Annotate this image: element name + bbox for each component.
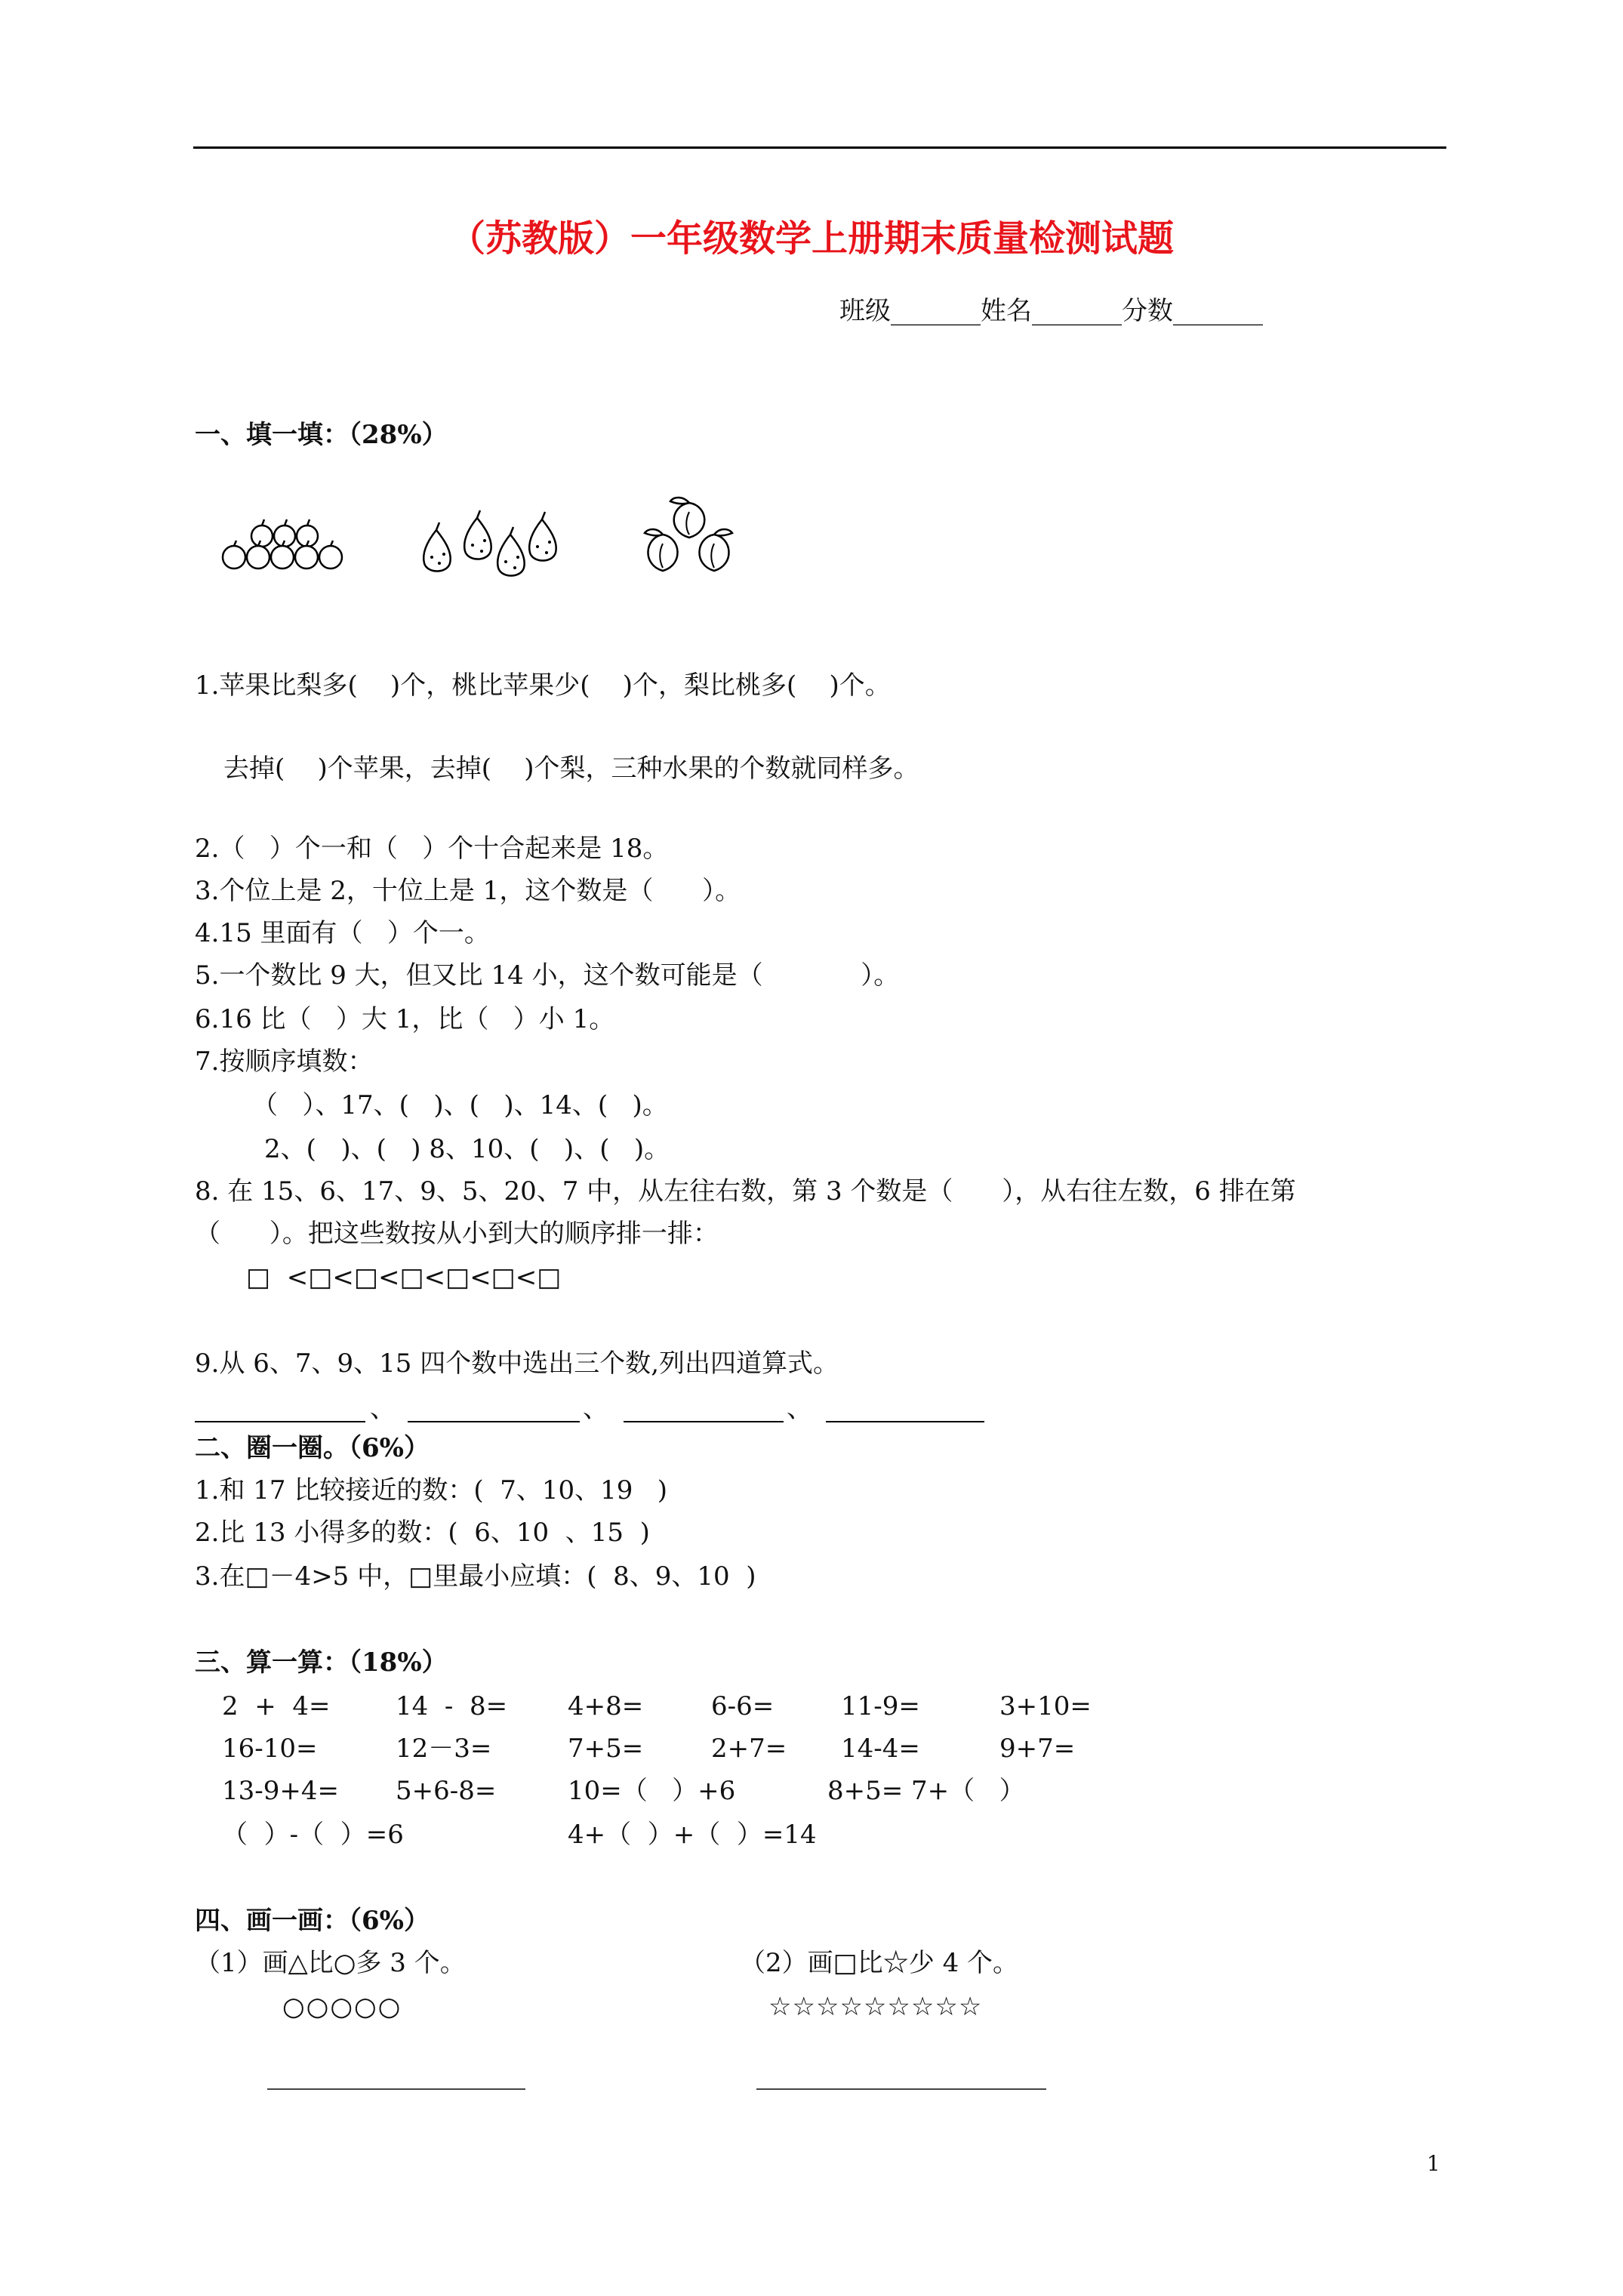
stars-row: ☆☆☆☆☆☆☆☆☆ (768, 1992, 983, 2022)
calc-item: 13-9+4= (222, 1776, 339, 1806)
q6: 6.16 比（ ）大 1，比（ ）小 1。 (195, 1004, 615, 1034)
answer-line (624, 1421, 784, 1422)
apples-picture (220, 513, 364, 574)
top-rule (193, 146, 1446, 149)
s4-q1: （1）画△比○多 3 个。 (195, 1948, 466, 1978)
section4-heading: 四、画一画：（6%） (195, 1906, 430, 1936)
header-fields: 班级_______姓名_______分数_______ (839, 296, 1263, 326)
pear-icon (497, 527, 524, 576)
pear-icon (529, 512, 556, 561)
calc-item: 2 + 4= (222, 1691, 331, 1721)
s2-q2: 2.比 13 小得多的数：( 6、10 、15 ) (195, 1518, 650, 1548)
peach-icon (699, 529, 732, 571)
separator: 、 (370, 1394, 396, 1424)
apple-icon (223, 541, 245, 569)
q7-sequence-b: 2、( )、( ) 8、10、( )、( )。 (264, 1134, 670, 1164)
drawing-line (756, 2088, 1046, 2090)
s2-q1: 1.和 17 比较接近的数：( 7、10、19 ) (195, 1475, 668, 1505)
drawing-line (267, 2088, 525, 2090)
calc-item: 14-4= (841, 1734, 920, 1764)
section1-heading: 一、填一填：（28%） (195, 420, 448, 450)
calc-item: 14 - 8= (396, 1691, 508, 1721)
answer-line (408, 1421, 580, 1422)
calc-item: 8+5= 7+（ ） (827, 1776, 1025, 1806)
section3-heading: 三、算一算：（18%） (195, 1647, 448, 1678)
q4: 4.15 里面有（ ）个一。 (195, 918, 490, 948)
peaches-picture (640, 489, 738, 580)
page-number: 1 (1427, 2151, 1440, 2176)
calc-item: 7+5= (568, 1734, 644, 1764)
separator: 、 (787, 1394, 812, 1424)
separator: 、 (583, 1394, 608, 1424)
calc-item: 5+6-8= (396, 1776, 497, 1806)
calc-item: 12－3= (396, 1734, 492, 1764)
calc-item: （ ）-（ ）=6 (222, 1820, 404, 1850)
pears-picture (414, 507, 565, 580)
s2-q3: 3.在□－4>5 中，□里最小应填：( 8、9、10 ) (195, 1561, 756, 1592)
calc-item: 9+7= (999, 1734, 1076, 1764)
pear-icon (464, 510, 491, 559)
apple-icon (319, 541, 342, 569)
q8-order-boxes: □ <□<□<□<□<□<□ (246, 1262, 562, 1293)
q8a: 8. 在 15、6、17、9、5、20、7 中，从左往右数，第 3 个数是（ ），从右往左数，6 排在第 (195, 1176, 1296, 1207)
q3: 3.个位上是 2，十位上是 1，这个数是（ ）。 (195, 876, 741, 906)
answer-line (826, 1421, 984, 1422)
circles-row: ○○○○○ (282, 1992, 402, 2022)
calc-item: 16-10= (222, 1734, 318, 1764)
calc-item: 11-9= (841, 1691, 920, 1721)
pear-icon (423, 522, 450, 572)
q7-sequence-a: （ ）、17、( )、( )、14、( )。 (252, 1090, 668, 1120)
calc-item: 3+10= (999, 1691, 1092, 1721)
q5: 5.一个数比 9 大，但又比 14 小，这个数可能是（ ）。 (195, 960, 900, 991)
s4-q2: （2）画□比☆少 4 个。 (740, 1948, 1019, 1978)
q2: 2.（ ）个一和（ ）个十合起来是 18。 (195, 834, 669, 864)
q9: 9.从 6、7、9、15 四个数中选出三个数,列出四道算式。 (195, 1348, 839, 1379)
section2-heading: 二、圈一圈。（6%） (195, 1433, 430, 1463)
apple-icon (251, 519, 273, 547)
calc-item: 10=（ ）+6 (568, 1776, 736, 1806)
answer-line (195, 1421, 365, 1422)
q7: 7.按顺序填数： (195, 1046, 374, 1077)
calc-item: 6-6= (711, 1691, 775, 1721)
q1a: 1.苹果比梨多( )个，桃比苹果少( )个，梨比桃多( )个。 (195, 670, 891, 701)
calc-item: 4+8= (568, 1691, 644, 1721)
q8b: （ ）。把这些数按从小到大的顺序排一排： (195, 1219, 719, 1249)
calc-item: 2+7= (711, 1734, 787, 1764)
page-title: （苏教版）一年级数学上册期末质量检测试题 (448, 217, 1174, 260)
q1b: 去掉( )个苹果，去掉( )个梨，三种水果的个数就同样多。 (223, 754, 919, 784)
calc-item: 4+（ ）+（ ）=14 (568, 1820, 817, 1850)
